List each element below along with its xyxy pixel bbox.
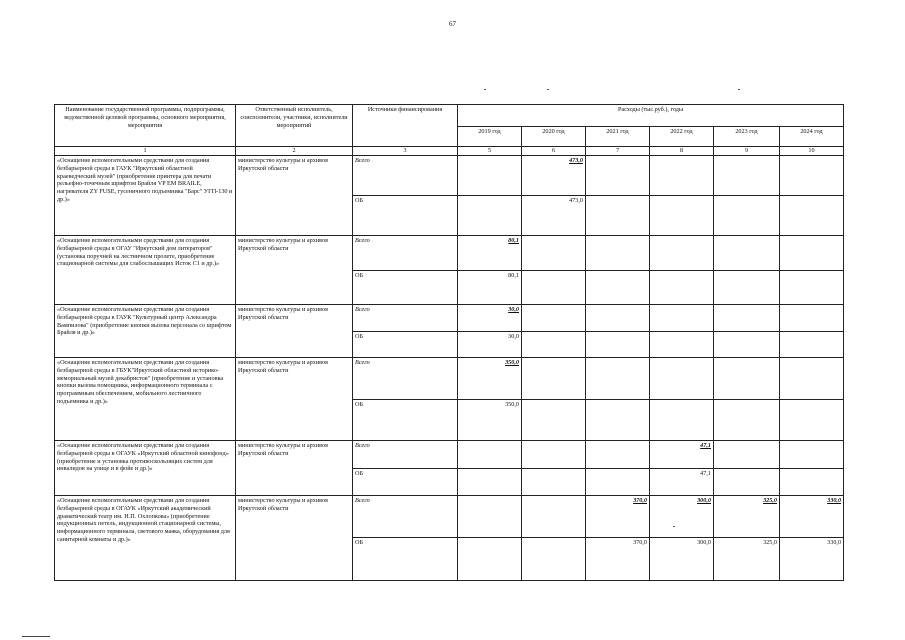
total-value: 300,0 <box>650 496 714 538</box>
total-value: 350,0 <box>458 358 522 400</box>
source-ob-label: ОБ <box>353 196 458 236</box>
column-number: 9 <box>714 147 780 156</box>
header-year: 2019 год <box>458 127 522 147</box>
total-value <box>586 236 650 271</box>
total-value <box>650 305 714 332</box>
total-value <box>522 305 586 332</box>
total-value <box>650 236 714 271</box>
ob-value <box>714 469 780 496</box>
header-executor: Ответственный исполнитель, соисполнители, участники, исполнители мероприятий <box>236 105 353 147</box>
header-year: 2024 год <box>780 127 844 147</box>
total-value <box>650 156 714 196</box>
total-value <box>714 441 780 469</box>
total-value: 325,0 <box>714 496 780 538</box>
total-value <box>586 441 650 469</box>
total-value <box>522 236 586 271</box>
total-value <box>586 156 650 196</box>
ob-value: 330,0 <box>780 538 844 581</box>
column-number: 5 <box>458 147 522 156</box>
total-value: 80,1 <box>458 236 522 271</box>
total-value: 30,0 <box>458 305 522 332</box>
source-total-label: Всего <box>353 236 458 271</box>
measure-executor: министерство культуры и архивов Иркутской области <box>236 305 353 358</box>
column-number: 1 <box>55 147 236 156</box>
header-name: Наименование государственной программы, подпрограммы, ведомственной целевой программы, основного мероприятия, мероприятия <box>55 105 236 147</box>
ob-value <box>522 538 586 581</box>
total-value <box>714 358 780 400</box>
header-source: Источники финансирования <box>353 105 458 147</box>
source-ob-label: ОБ <box>353 271 458 305</box>
total-value <box>780 236 844 271</box>
source-total-label: Всего <box>353 156 458 196</box>
total-value <box>714 236 780 271</box>
ob-value <box>780 400 844 441</box>
total-value <box>780 441 844 469</box>
total-value: 370,0 <box>586 496 650 538</box>
source-ob-label: ОБ <box>353 400 458 441</box>
header-year: 2022 год <box>650 127 714 147</box>
ob-value <box>780 271 844 305</box>
measure-name: «Оснащение вспомогательными средствами для создания безбарьерной среды в ОГАУК «Иркутский областной кинофонд» (приобретение и установка противоскользящих систем для инвалидов на улице и в фойе и др.)» <box>55 441 236 496</box>
ob-value <box>586 400 650 441</box>
ob-value: 80,1 <box>458 271 522 305</box>
measure-name: «Оснащение вспомогательными средствами для создания безбарьерной среды в ОГАУ "Иркутский дом литераторов" (установка поручней на лестничном пролете, приобретение стационарной системы для слабослышащих Исток С1 и др.)» <box>55 236 236 305</box>
header-expenses: Расходы (тыс.руб.), годы <box>458 105 844 127</box>
column-number: 8 <box>650 147 714 156</box>
ob-value <box>586 332 650 358</box>
ob-value <box>522 271 586 305</box>
source-ob-label: ОБ <box>353 469 458 496</box>
source-total-label: Всего <box>353 305 458 332</box>
ob-value <box>780 196 844 236</box>
source-total-label: Всего <box>353 496 458 538</box>
total-value <box>522 441 586 469</box>
ob-value <box>522 469 586 496</box>
source-total-label: Всего <box>353 358 458 400</box>
ob-value: 300,0 <box>650 538 714 581</box>
ob-value <box>650 196 714 236</box>
header-year: 2020 год <box>522 127 586 147</box>
column-number: 7 <box>586 147 650 156</box>
ob-value: 325,0 <box>714 538 780 581</box>
ob-value <box>714 332 780 358</box>
scan-speck <box>547 89 549 90</box>
page-number: 67 <box>449 20 456 28</box>
total-value <box>458 156 522 196</box>
total-value <box>586 358 650 400</box>
ob-value <box>714 196 780 236</box>
column-number: 3 <box>353 147 458 156</box>
total-value: 330,0 <box>780 496 844 538</box>
ob-value <box>586 469 650 496</box>
total-value <box>458 496 522 538</box>
column-number: 6 <box>522 147 586 156</box>
header-year: 2023 год <box>714 127 780 147</box>
ob-value <box>586 196 650 236</box>
ob-value <box>714 271 780 305</box>
measure-executor: министерство культуры и архивов Иркутской области <box>236 236 353 305</box>
ob-value <box>780 332 844 358</box>
ob-value <box>586 271 650 305</box>
scan-speck <box>738 89 740 90</box>
total-value: 473,0 <box>522 156 586 196</box>
ob-value: 350,0 <box>458 400 522 441</box>
source-total-label: Всего <box>353 441 458 469</box>
scan-speck <box>484 89 486 90</box>
header-year: 2021 год <box>586 127 650 147</box>
total-value <box>714 305 780 332</box>
measure-name: «Оснащение вспомогательными средствами для создания безбарьерной среды в ГАУК "Культурный центр Александра Вампилова" (приобретение кнопки вызова персонала со шрифтом Брайля и др.)» <box>55 305 236 358</box>
ob-value <box>650 271 714 305</box>
ob-value <box>458 196 522 236</box>
source-ob-label: ОБ <box>353 538 458 581</box>
scan-speck <box>673 526 675 527</box>
ob-value: 30,0 <box>458 332 522 358</box>
ob-value <box>522 332 586 358</box>
ob-value <box>650 400 714 441</box>
measure-executor: министерство культуры и архивов Иркутской области <box>236 156 353 236</box>
ob-value <box>780 469 844 496</box>
total-value <box>650 358 714 400</box>
ob-value <box>650 332 714 358</box>
source-ob-label: ОБ <box>353 332 458 358</box>
measure-name: «Оснащение вспомогательными средствами для создания безбарьерной среды в ГАУК "Иркутский областной краеведческий музей" (приобретение принтера для печати рельефно-точечным шрифтом Брайля VP EM BRAILE, нагревателя ZY FUSE, гусеничного подъемника "Барс" УГП-130 и др.)» <box>55 156 236 236</box>
total-value <box>522 358 586 400</box>
ob-value: 473,0 <box>522 196 586 236</box>
measure-name: «Оснащение вспомогательными средствами для создания безбарьерной среды в ОГАУК «Иркутский академический драматический театр им. Н.П. Охлопкова» (приобретение индукционных петель, индукционной стационарной системы, информационного терминала, светового маяка, оборудования для санитарной комнаты и др.)» <box>55 496 236 581</box>
total-value <box>780 305 844 332</box>
measure-executor: министерство культуры и архивов Иркутской области <box>236 441 353 496</box>
scan-edge-line <box>22 636 50 637</box>
ob-value: 370,0 <box>586 538 650 581</box>
ob-value <box>522 400 586 441</box>
total-value <box>522 496 586 538</box>
ob-value: 47,1 <box>650 469 714 496</box>
column-number: 10 <box>780 147 844 156</box>
total-value <box>586 305 650 332</box>
measure-executor: министерство культуры и архивов Иркутской области <box>236 496 353 581</box>
column-number: 2 <box>236 147 353 156</box>
ob-value <box>714 400 780 441</box>
total-value <box>780 358 844 400</box>
measure-name: «Оснащение вспомогательными средствами для создания безбарьерной среды в ГБУК"Иркутский областной историко-мемориальный музей декабристов" (приобретение и установка кнопки вызова помощника, информационного терминала с программным обеспечением, мобильного лестничного подъемника и др.)» <box>55 358 236 441</box>
total-value <box>458 441 522 469</box>
total-value <box>780 156 844 196</box>
budget-table <box>54 104 844 581</box>
total-value <box>714 156 780 196</box>
measure-executor: министерство культуры и архивов Иркутской области <box>236 358 353 441</box>
ob-value <box>458 469 522 496</box>
ob-value <box>458 538 522 581</box>
total-value: 47,1 <box>650 441 714 469</box>
